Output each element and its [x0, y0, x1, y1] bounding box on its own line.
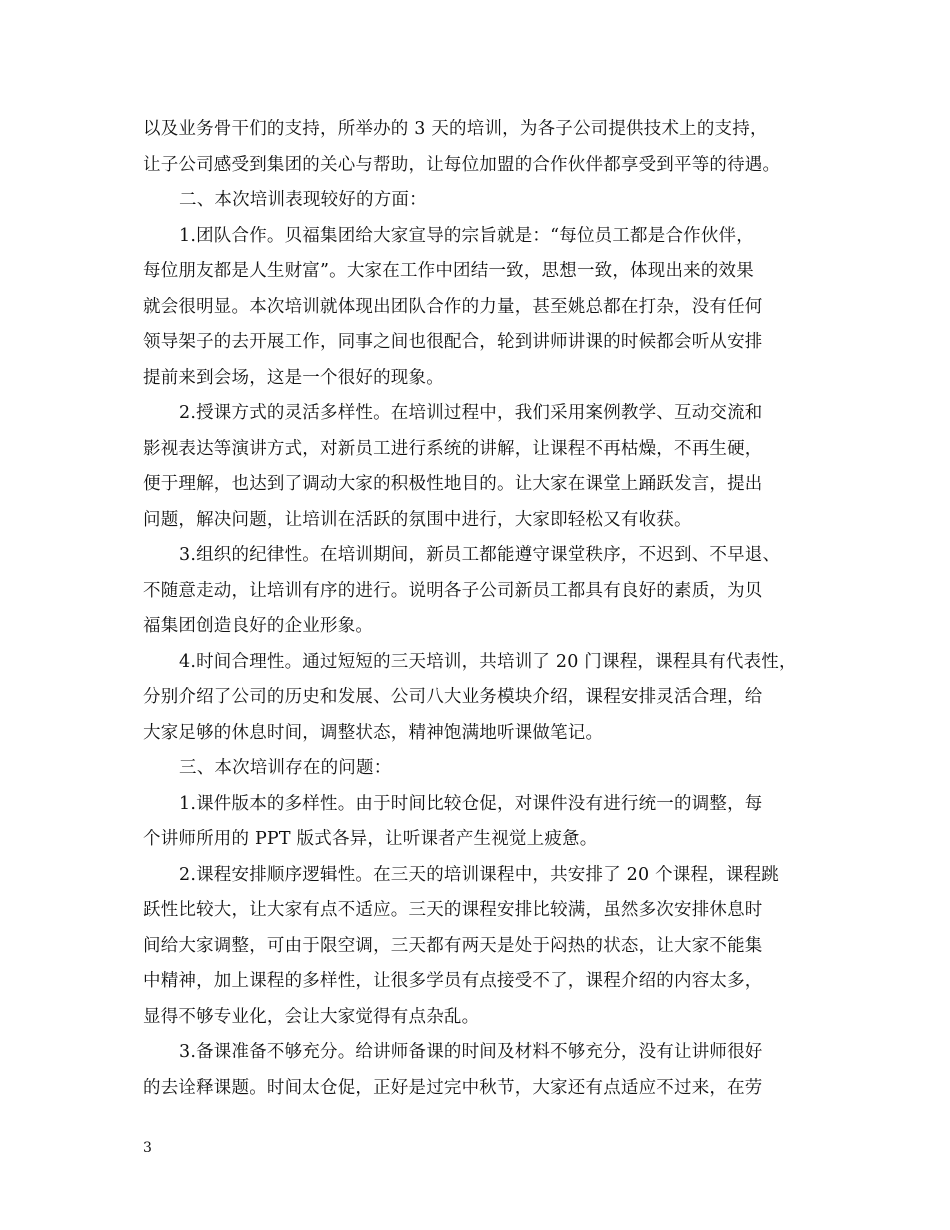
text-line: 跃性比较大，让大家有点不适应。三天的课程安排比较满，虽然多次安排休息时 [143, 900, 763, 920]
text-line: 3.组织的纪律性。在培训期间，新员工都能遵守课堂秩序，不迟到、不早退、 [179, 545, 781, 565]
text-line: 1.课件版本的多样性。由于时间比较仓促，对课件没有进行统一的调整，每 [179, 793, 763, 814]
text-line: 的去诠释课题。时间太仓促，正好是过完中秋节，大家还有点适应不过来，在劳 [143, 1077, 763, 1098]
text-line: 4.时间合理性。通过短短的三天培训，共培训了 20 门课程，课程具有代表性， [179, 651, 797, 672]
text-line: 不随意走动，让培训有序的进行。说明各子公司新员工都具有良好的素质，为贝 [143, 580, 763, 601]
text-line: 三、本次培训存在的问题： [179, 758, 392, 778]
text-line: 3.备课准备不够充分。给讲师备课的时间及材料不够充分，没有让讲师很好 [179, 1042, 763, 1062]
document-body [143, 112, 813, 1106]
text-line: 2.授课方式的灵活多样性。在培训过程中，我们采用案例教学、互动交流和 [179, 403, 763, 423]
text-line: 提前来到会场，这是一个很好的现象。 [143, 367, 444, 388]
text-line: 就会很明显。本次培训就体现出团队合作的力量，甚至姚总都在打杂，没有任何 [143, 296, 763, 317]
text-line: 二、本次培训表现较好的方面： [179, 190, 427, 210]
text-line: 影视表达等演讲方式，对新员工进行系统的讲解，让课程不再枯燥，不再生硬， [143, 438, 763, 459]
page-number: 3 [143, 1140, 152, 1156]
text-line: 每位朋友都是人生财富”。大家在工作中团结一致，思想一致，体现出来的效果 [143, 261, 754, 281]
text-line: 让子公司感受到集团的关心与帮助，让每位加盟的合作伙伴都享受到平等的待遇。 [143, 154, 781, 175]
text-line: 2.课程安排顺序逻辑性。在三天的培训课程中，共安排了 20 个课程，课程跳 [179, 864, 779, 885]
text-line: 中精神，加上课程的多样性，让很多学员有点接受不了，课程介绍的内容太多， [143, 971, 763, 991]
text-line: 显得不够专业化，会让大家觉得有点杂乱。 [143, 1006, 480, 1027]
text-line: 1.团队合作。贝福集团给大家宣导的宗旨就是：“每位员工都是合作伙伴， [179, 225, 754, 246]
text-line: 大家足够的休息时间，调整状态，精神饱满地听课做笔记。 [143, 722, 604, 743]
text-line: 以及业务骨干们的支持，所举办的 3 天的培训，为各子公司提供技术上的支持， [143, 119, 768, 139]
text-line: 便于理解，也达到了调动大家的积极性地目的。让大家在课堂上踊跃发言，提出 [143, 474, 763, 494]
text-line: 间给大家调整，可由于限空调，三天都有两天是处于闷热的状态，让大家不能集 [143, 935, 763, 956]
text-line: 个讲师所用的 PPT 版式各异，让听课者产生视觉上疲惫。 [143, 829, 598, 849]
text-line: 分别介绍了公司的历史和发展、公司八大业务模块介绍，课程安排灵活合理，给 [143, 687, 763, 707]
text-line: 问题，解决问题，让培训在活跃的氛围中进行，大家即轻松又有收获。 [143, 509, 692, 530]
text-line: 领导架子的去开展工作，同事之间也很配合，轮到讲师讲课的时候都会听从安排 [143, 332, 763, 352]
text-line: 福集团创造良好的企业形象。 [143, 616, 374, 636]
